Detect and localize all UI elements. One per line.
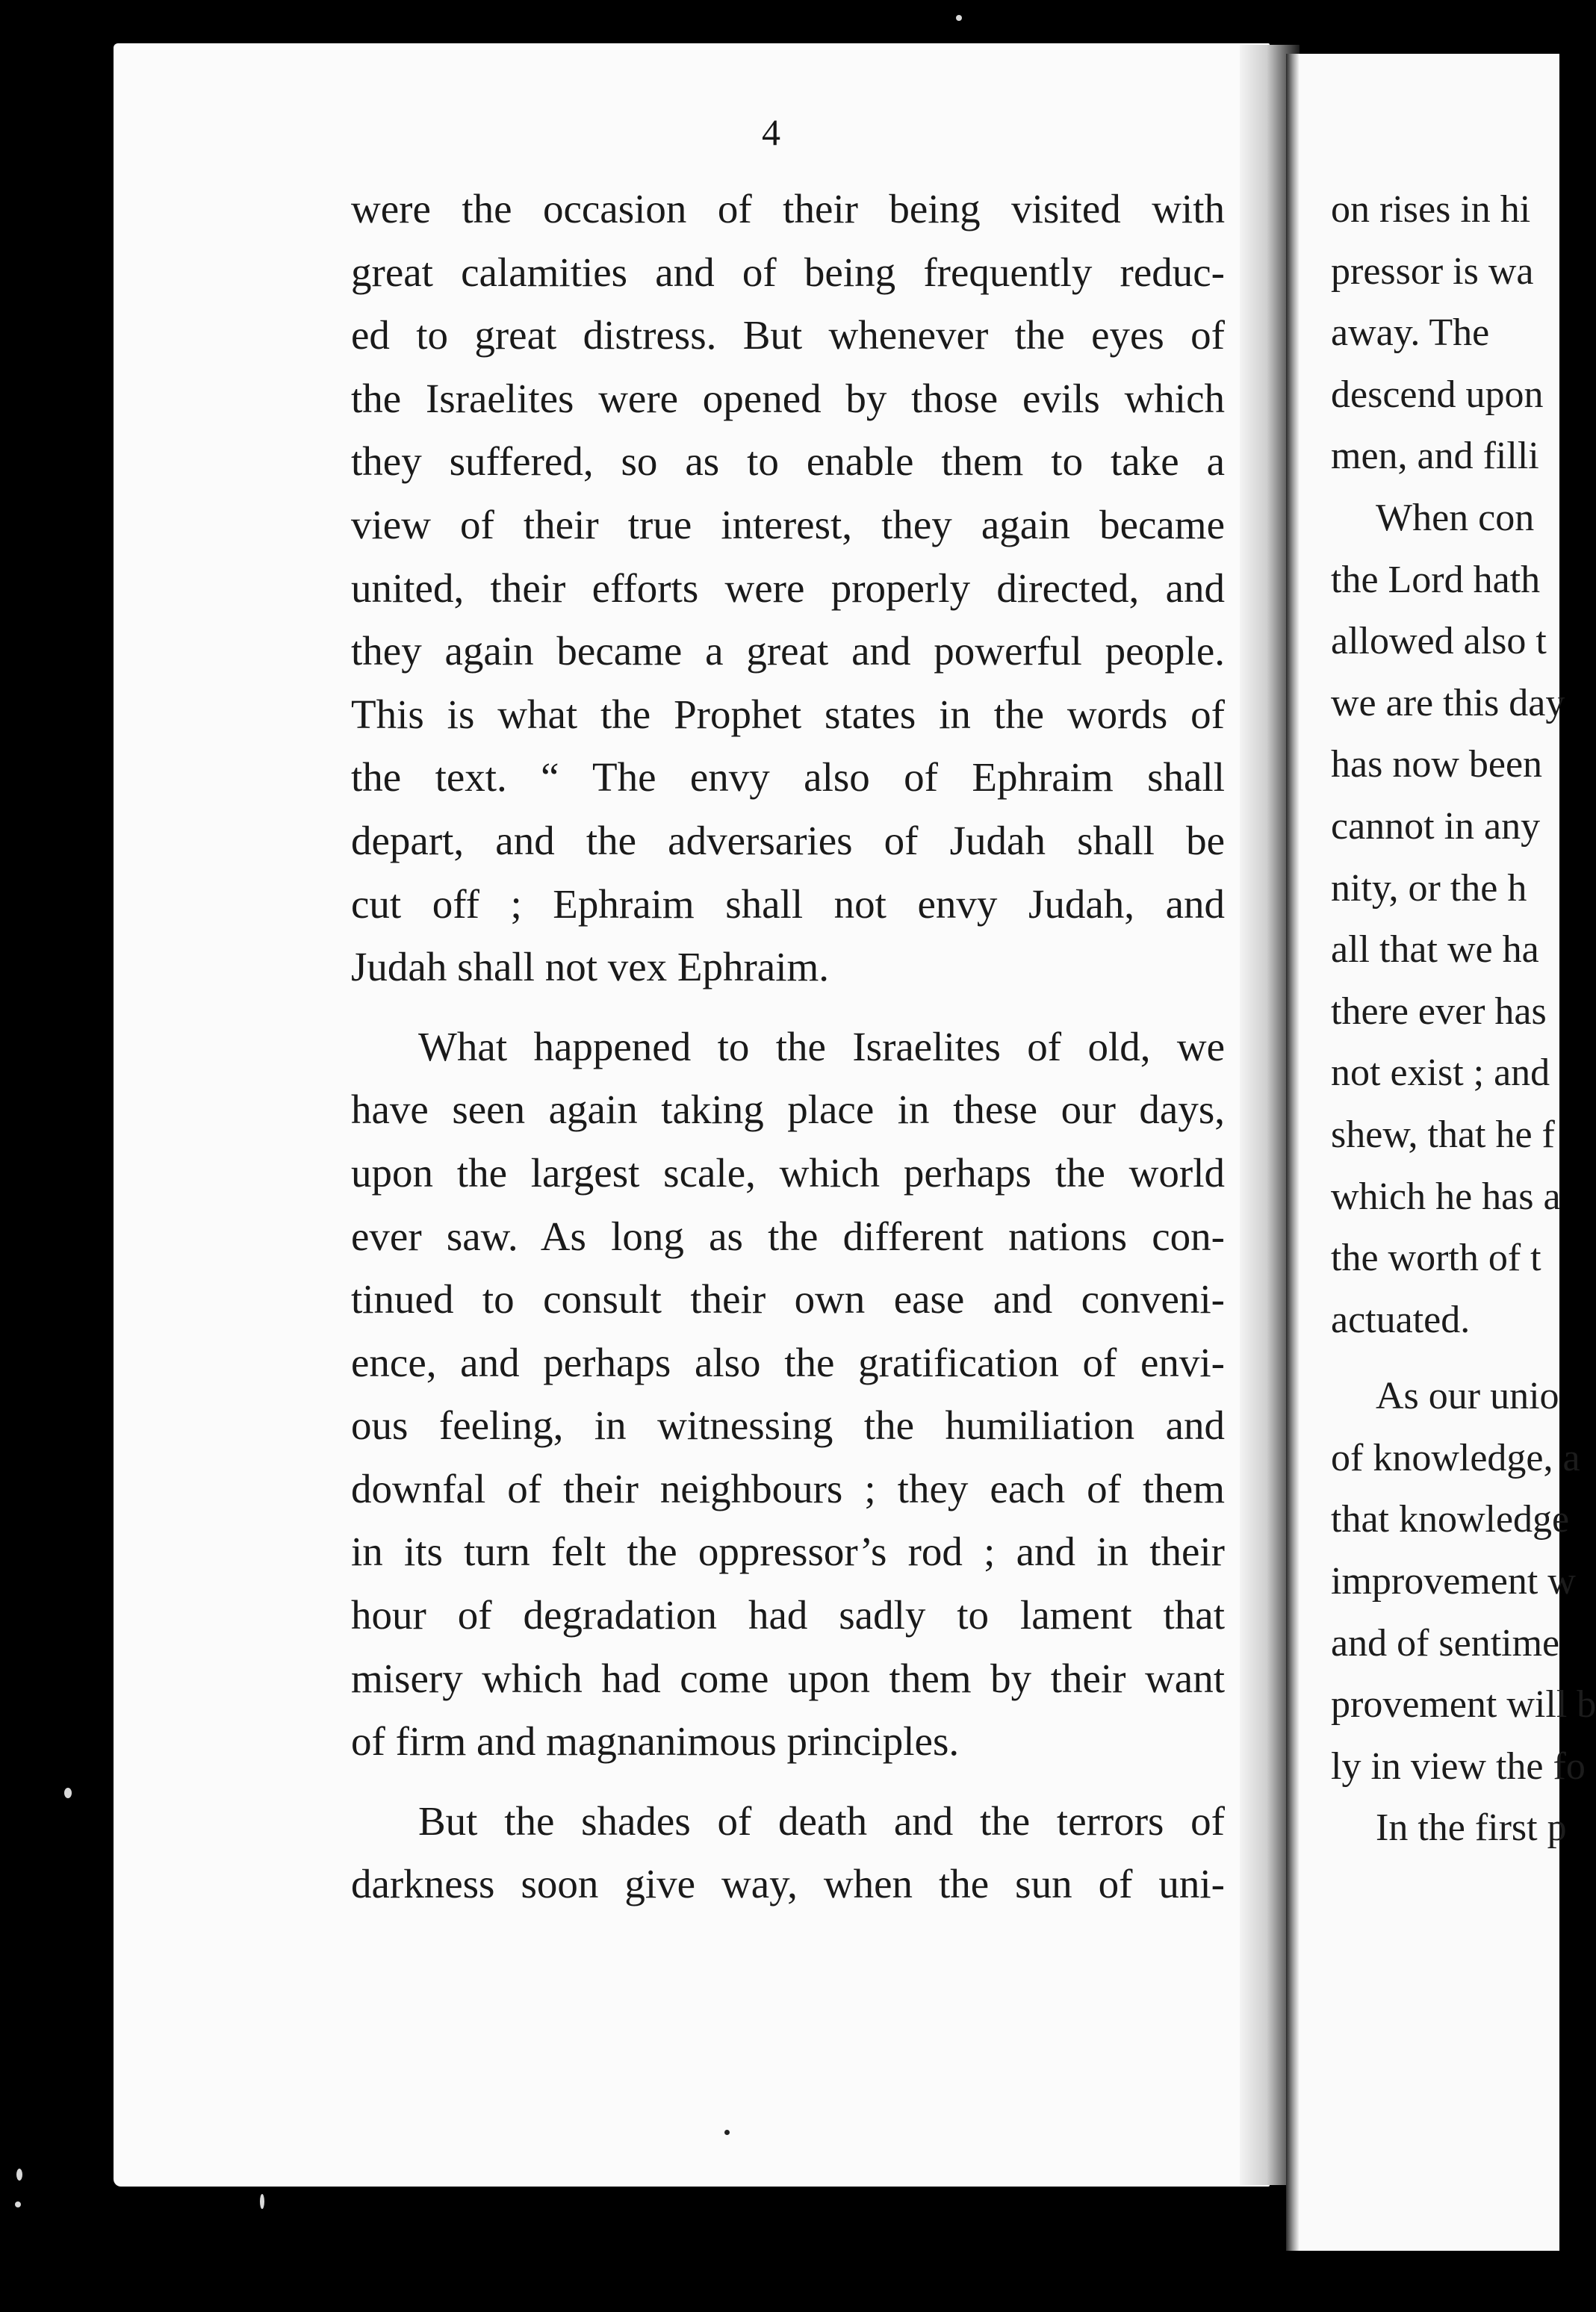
text-line: When con <box>1376 496 1535 539</box>
scan-speck <box>956 15 962 21</box>
scan-speck <box>15 2201 21 2207</box>
text-line: allowed also t <box>1331 620 1547 663</box>
left-page-text <box>351 178 1225 1916</box>
text-line: descend upon <box>1331 373 1544 416</box>
text-line: away. The <box>1331 311 1490 355</box>
text-line: in its turn felt the oppressor’s rod ; and in their <box>351 1529 1225 1575</box>
text-line: and of sentime <box>1331 1621 1560 1665</box>
text-line: shew, that he f <box>1331 1113 1555 1156</box>
text-line: hour of degradation had sadly to lament that <box>351 1592 1225 1638</box>
text-line: that knowledge <box>1331 1498 1570 1541</box>
text-line: the Israelites were opened by those evils which <box>351 375 1225 421</box>
text-line: What happened to the Israelites of old, we <box>418 1023 1225 1069</box>
text-line: ence, and perhaps also the gratification of envi- <box>351 1339 1225 1385</box>
text-line: ly in view the fo <box>1331 1744 1586 1788</box>
text-line: upon the largest scale, which perhaps the world <box>351 1149 1225 1196</box>
text-line: has now been <box>1331 743 1543 786</box>
text-line: pressor is wa <box>1331 249 1534 293</box>
text-line: cannot in any <box>1331 804 1541 848</box>
text-line: ever saw. As long as the different nations con- <box>351 1213 1225 1259</box>
text-line: ed to great distress. But whenever the eyes of <box>351 312 1225 358</box>
scan-speck <box>260 2194 264 2209</box>
text-line: As our unio <box>1376 1375 1559 1418</box>
ink-speck <box>724 2130 730 2135</box>
text-line: not exist ; and <box>1331 1051 1550 1095</box>
text-line: actuated. <box>1331 1298 1471 1341</box>
text-line: darkness soon give way, when the sun of uni- <box>351 1861 1225 1907</box>
text-line: we are this day <box>1331 681 1565 724</box>
text-line: the Lord hath <box>1331 558 1541 601</box>
text-line: there ever has <box>1331 989 1547 1033</box>
text-line: were the occasion of their being visited with <box>351 186 1225 231</box>
text-line: ous feeling, in witnessing the humiliation and <box>351 1402 1225 1449</box>
text-line: great calamities and of being frequently reduc- <box>351 249 1225 295</box>
text-line: they again became a great and powerful people. <box>351 628 1225 674</box>
text-line: all that we ha <box>1331 928 1539 972</box>
text-line: which he has a <box>1331 1175 1561 1218</box>
text-line: view of their true interest, they again became <box>351 501 1225 547</box>
text-line: This is what the Prophet states in the words of <box>351 691 1225 737</box>
scan-speck <box>16 2169 22 2181</box>
text-line: cut off ; Ephraim shall not envy Judah, and <box>351 880 1225 927</box>
text-line: united, their efforts were properly directed, and <box>351 565 1225 611</box>
text-line: misery which had come upon them by their want <box>351 1655 1225 1701</box>
text-line: they suffered, so as to enable them to take a <box>351 438 1225 485</box>
text-line: downfal of their neighbours ; they each of them <box>351 1465 1225 1511</box>
text-line: on rises in hi <box>1331 188 1531 231</box>
text-line: nity, or the h <box>1331 866 1527 910</box>
text-line: have seen again taking place in these our days, <box>351 1087 1225 1133</box>
text-line: But the shades of death and the terrors of <box>418 1797 1225 1844</box>
text-line: the worth of t <box>1331 1237 1541 1280</box>
text-line: men, and filli <box>1331 435 1539 478</box>
text-line: depart, and the adversaries of Judah shall be <box>351 817 1225 863</box>
text-line: provement will b <box>1331 1683 1596 1727</box>
text-line: of firm and magnanimous principles. <box>351 1718 960 1765</box>
text-line: improvement w <box>1331 1560 1576 1603</box>
page-number: 4 <box>762 111 780 153</box>
text-line: of knowledge, a <box>1331 1436 1580 1479</box>
text-line: Judah shall not vex Ephraim. <box>351 944 830 990</box>
text-line: In the first p <box>1376 1806 1567 1850</box>
right-page-text <box>1331 179 1596 1859</box>
text-line: tinued to consult their own ease and conveni- <box>351 1276 1225 1323</box>
text-line: the text. “ The envy also of Ephraim shall <box>351 754 1225 801</box>
scan-speck <box>64 1788 72 1798</box>
